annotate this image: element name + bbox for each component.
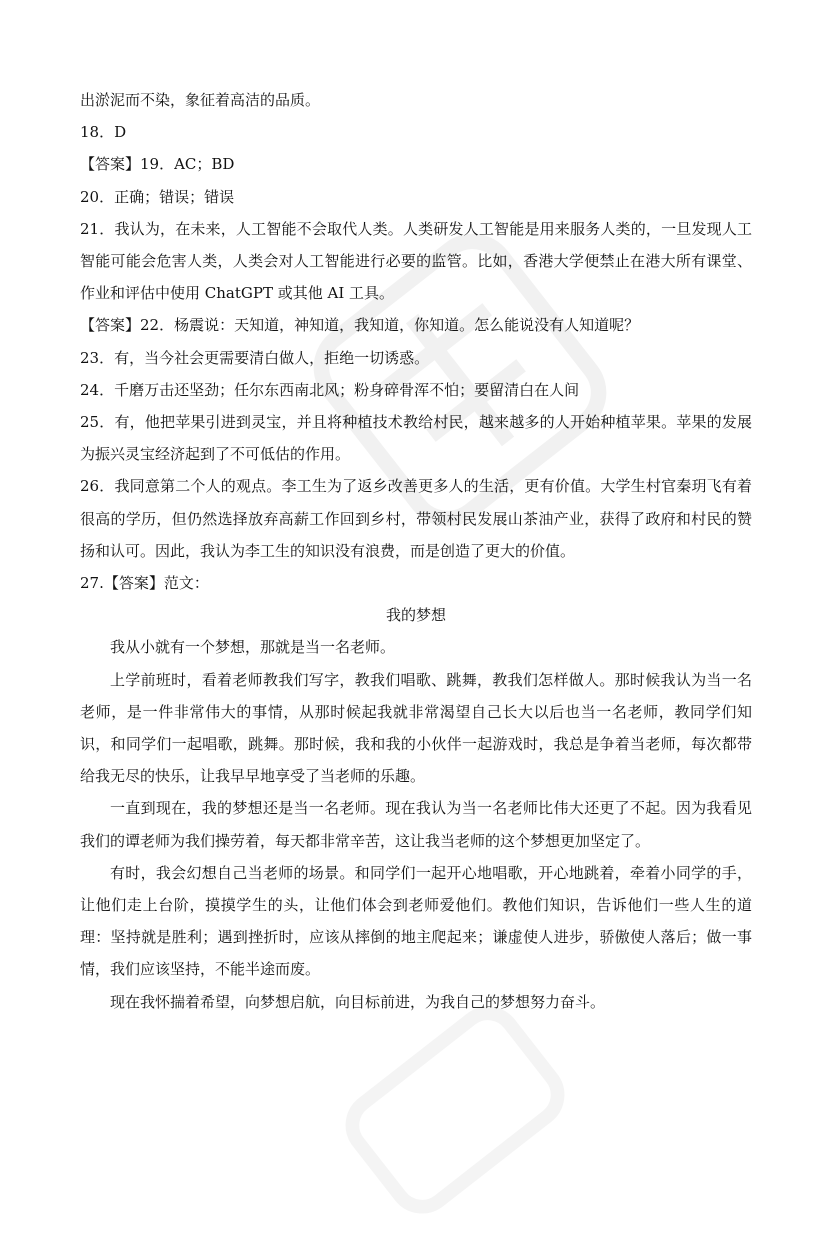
- essay-paragraph: 现在我怀揣着希望，向梦想启航，向目标前进，为我自己的梦想努力奋斗。: [110, 992, 606, 1011]
- essay-paragraph: 上学前班时，看着老师教我们写字，教我们唱歌、跳舞，教我们怎样做人。那时候我认为当一名老师，是一件非常伟大的事情，从那时候起我就非常渴望自己长大以后也当一名老师，教同学们知识，和同学们一起唱歌，跳舞。那时候，我和我的小伙伴一起游戏时，我总是争着当老师，每次都带给我无尽的快乐，让我早早地享受了当老师的乐趣。: [80, 670, 752, 786]
- document-page: [80, 84, 752, 1018]
- answer-20: 20．正确；错误；错误: [80, 187, 235, 206]
- answer-24: 24．千磨万击还坚劲；任尔东西南北风；粉身碎骨浑不怕；要留清白在人间: [80, 380, 580, 399]
- answer-23: 23．有，当今社会更需要清白做人，拒绝一切诱惑。: [80, 348, 430, 367]
- answer-18: 18．D: [80, 123, 127, 142]
- essay-paragraph: 我从小就有一个梦想，那就是当一名老师。: [110, 638, 396, 657]
- essay-paragraph: 有时，我会幻想自己当老师的场景。和同学们一起开心地唱歌，开心地跳着，牵着小同学的手，让他们走上台阶，摸摸学生的头，让他们体会到老师爱他们。教他们知识，告诉他们一些人生的道理：坚持就是胜利；遇到挫折时，应该从摔倒的地主爬起来；谦虚使人进步，骄傲使人落后；做一事情，我们应该坚持，不能半途而废。: [80, 863, 752, 979]
- answer-17-continued: 出淤泥而不染，象征着高洁的品质。: [80, 91, 321, 109]
- answer-26: 26．我同意第二个人的观点。李工生为了返乡改善更多人的生活，更有价值。大学生村官秦玥飞有着很高的学历，但仍然选择放弃高薪工作回到乡村，带领村民发展山茶油产业，获得了政府和村民的赞扬和认可。因此，我认为李工生的知识没有浪费，而是创造了更大的价值。: [80, 477, 752, 560]
- answer-22: 【答案】22．杨震说：天知道，神知道，我知道，你知道。怎么能说没有人知道呢？: [80, 316, 640, 335]
- answer-27-label: 27.【答案】范文：: [80, 574, 209, 593]
- essay-title: 我的梦想: [385, 606, 446, 625]
- answer-25: 25．有，他把苹果引进到灵宝，并且将种植技术教给村民，越来越多的人开始种植苹果。苹果的发展为振兴灵宝经济起到了不可低估的作用。: [80, 413, 752, 464]
- essay-paragraph: 一直到现在，我的梦想还是当一名老师。现在我认为当一名老师比伟大还更了不起。因为我看见我们的谭老师为我们操劳着，每天都非常辛苦，这让我当老师的这个梦想更加坚定了。: [80, 799, 752, 850]
- answer-21: 21．我认为，在未来，人工智能不会取代人类。人类研发人工智能是用来服务人类的，一旦发现人工智能可能会危害人类，人类会对人工智能进行必要的监管。比如，香港大学便禁止在港大所有课堂、作业和评估中使用 ChatGPT 或其他 AI 工具。: [80, 219, 752, 303]
- answer-19: 【答案】19．AC；BD: [80, 155, 235, 174]
